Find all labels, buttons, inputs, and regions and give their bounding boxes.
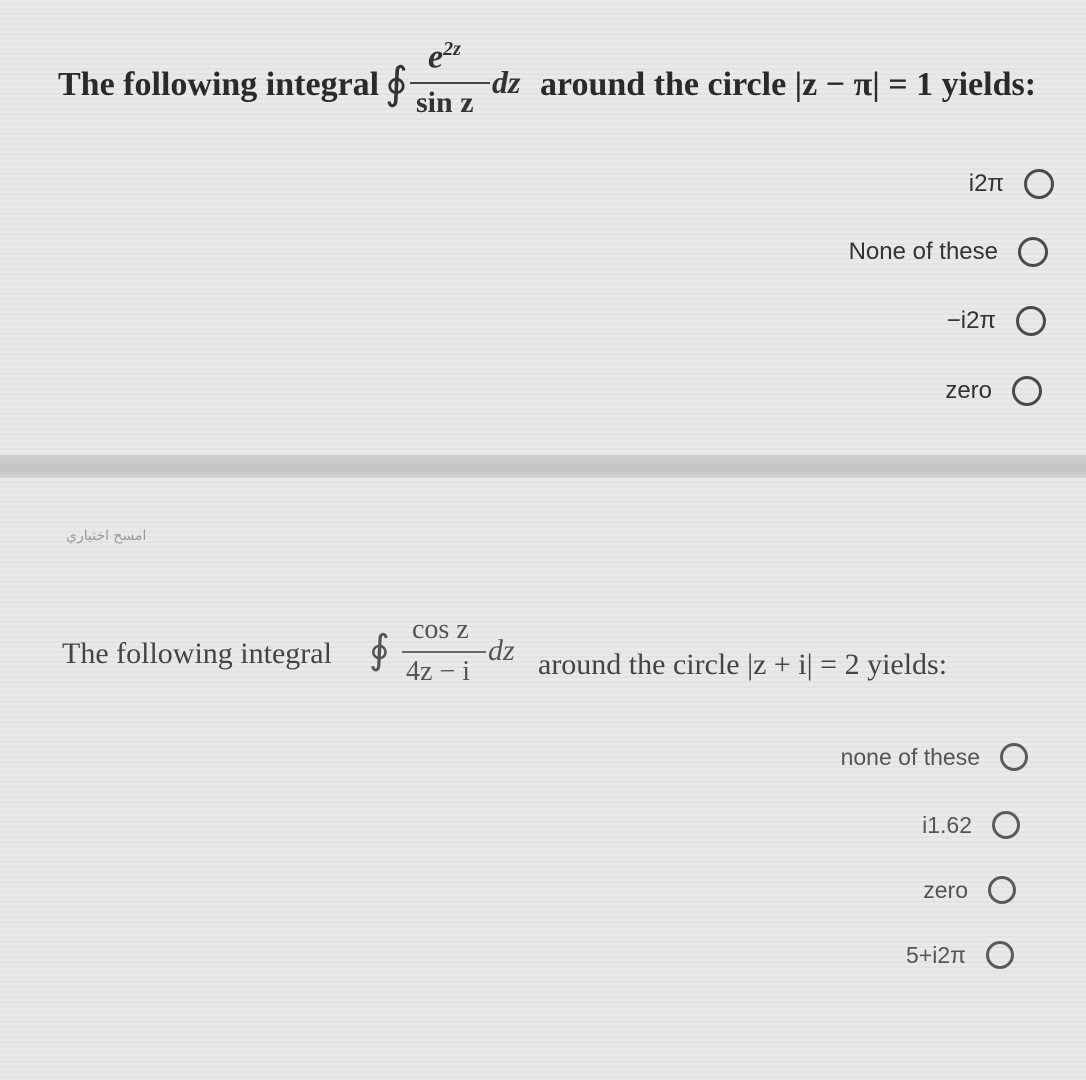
- fraction-bar: [410, 82, 490, 84]
- radio-icon[interactable]: [986, 941, 1014, 969]
- option-none-of-these[interactable]: [841, 743, 1028, 771]
- radio-icon[interactable]: [1016, 306, 1046, 336]
- option-label: zero: [923, 876, 968, 903]
- option-label: none of these: [840, 743, 980, 770]
- option-zero[interactable]: [923, 876, 1016, 904]
- radio-icon[interactable]: [1018, 237, 1048, 267]
- numerator-exponent: 2z: [443, 38, 461, 60]
- option-label: None of these: [848, 238, 998, 265]
- clear-choice-link[interactable]: امسح اختياري: [66, 528, 147, 544]
- radio-icon[interactable]: [1024, 169, 1054, 199]
- option-label: zero: [945, 377, 992, 404]
- question-suffix: around the circle |z + i| = 2 yields:: [538, 648, 948, 681]
- integrand-numerator: cos z: [412, 614, 469, 645]
- radio-icon[interactable]: [988, 876, 1016, 904]
- contour-integral-icon: ∮: [385, 58, 408, 109]
- option-label: i1.62: [922, 811, 972, 838]
- differential: dz: [488, 634, 515, 667]
- integrand-numerator: $e^{2z}$: [428, 38, 461, 76]
- option-label: 5+i2π: [906, 941, 966, 968]
- radio-icon[interactable]: [1012, 376, 1042, 406]
- option-label: −i2π: [946, 307, 996, 334]
- option-zero[interactable]: [945, 376, 1042, 406]
- question-suffix: around the circle |z − π| = 1 yields:: [540, 66, 1037, 103]
- radio-icon[interactable]: [992, 811, 1020, 839]
- option-i2pi[interactable]: [969, 169, 1054, 199]
- option-label: i2π: [968, 170, 1004, 197]
- fraction-bar: [402, 651, 486, 653]
- option-none-of-these[interactable]: [849, 237, 1048, 267]
- option-5-plus-i2pi[interactable]: [906, 941, 1014, 969]
- contour-integral-icon: ∮: [369, 627, 390, 673]
- differential: dz: [492, 64, 521, 100]
- question-prefix: The following integral: [62, 637, 332, 670]
- option-i1-62[interactable]: [922, 811, 1020, 839]
- integrand-denominator: sin z: [416, 86, 474, 119]
- question-card-2: [0, 478, 1086, 1080]
- radio-icon[interactable]: [1000, 743, 1028, 771]
- question-prefix: The following integral: [58, 66, 380, 103]
- card-separator: [0, 455, 1086, 478]
- integrand-denominator: 4z − i: [406, 656, 470, 687]
- option-minus-i2pi[interactable]: [947, 306, 1046, 336]
